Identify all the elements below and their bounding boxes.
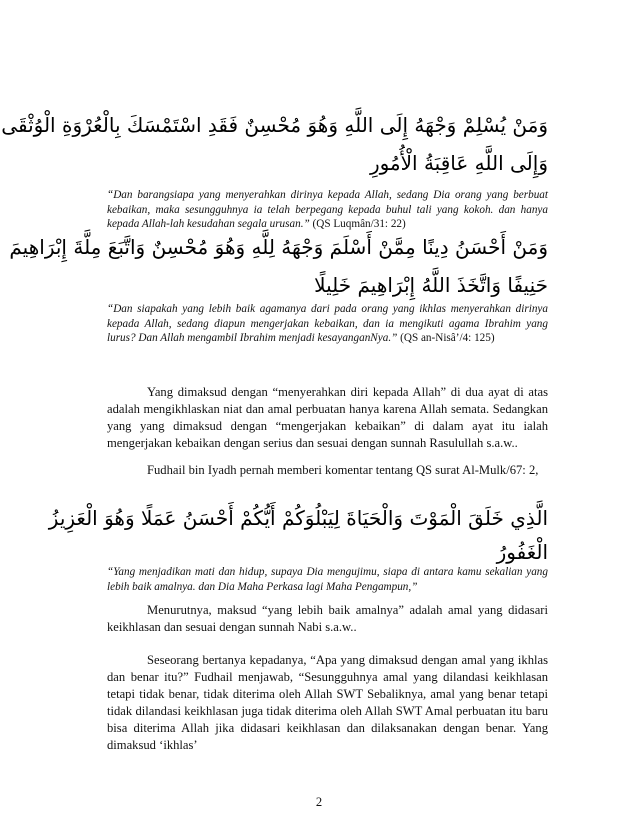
verse2-translation: “Dan siapakah yang lebih baik agamanya dari pada orang yang ikhlas menyerahkan dirinya kepada Allah, sedang diapun mengerjakan kebaikan, dan ia mengikuti agama Ibrahim yang lurus? Dan Allah mengambil Ibrahim menjadi kesayanganNya.”	[107, 303, 548, 344]
paragraph-1: Yang dimaksud dengan “menyerahkan diri kepada Allah” di dua ayat di atas adalah mengikhlaskan niat dan amal perbuatan hanya karena Allah semata. Sedangkan yang yang dimaksud dengan “mengerjakan kebaikan” di dalam ayat itu ialah mengerjakan kebaikan dengan serius dan sesuai dengan sunnah Rasulullah s.a.w..	[107, 385, 548, 450]
verse1-arabic-line2: وَإِلَى اللَّهِ عَاقِبَةُ الْأُمُورِ	[369, 151, 548, 175]
verse2-arabic-line2: حَنِيفًا وَاتَّخَذَ اللَّهُ إِبْرَاهِيمَ خَلِيلًا	[314, 273, 548, 297]
page-number: 2	[315, 795, 323, 809]
verse1-translation-block	[107, 188, 548, 232]
verse1-reference: (QS Luqmân/31: 22)	[312, 218, 406, 230]
verse3-translation-block	[107, 565, 548, 594]
verse1-translation: “Dan barangsiapa yang menyerahkan dirinya kepada Allah, sedang Dia orang yang berbuat kebaikan, maka sesungguhnya ia telah berpegang kepada buhul tali yang kokoh. dan hanya kepada Allah-lah kesudahan segala urusan.”	[107, 189, 548, 230]
verse3-arabic-line1: الَّذِي خَلَقَ الْمَوْتَ وَالْحَيَاةَ لِيَبْلُوَكُمْ أَيُّكُمْ أَحْسَنُ عَمَلًا وَهُوَ الْعَزِيزُ	[48, 506, 548, 530]
paragraph-3: Menurutnya, maksud “yang lebih baik amalnya” adalah amal yang didasari keikhlasan dan sesuai dengan sunnah Nabi s.a.w..	[107, 603, 548, 634]
verse2-arabic-line1: وَمَنْ أَحْسَنُ دِينًا مِمَّنْ أَسْلَمَ وَجْهَهُ لِلَّهِ وَهُوَ مُحْسِنٌ وَاتَّبَعَ مِلَّةَ إِبْرَاهِيمَ	[9, 235, 548, 259]
verse3-translation: “Yang menjadikan mati dan hidup, supaya Dia mengujimu, siapa di antara kamu sekalian yang lebih baik amalnya. dan Dia Maha Perkasa lagi Maha Pengampun,”	[107, 566, 548, 593]
verse1-arabic-line1: وَمَنْ يُسْلِمْ وَجْهَهُ إِلَى اللَّهِ وَهُوَ مُحْسِنٌ فَقَدِ اسْتَمْسَكَ بِالْعُرْوَةِ الْوُثْقَى	[1, 113, 548, 137]
verse1-arabic	[1, 110, 548, 178]
verse3-arabic	[48, 503, 548, 567]
verse2-arabic	[9, 232, 548, 300]
verse3-arabic-line2: الْغَفُورُ	[496, 540, 548, 564]
paragraph-4: Seseorang bertanya kepadanya, “Apa yang dimaksud dengan amal yang ikhlas dan benar itu?” Fudhail menjawab, “Sesungguhnya amal yang dilandasi keikhlasan tetapi tidak benar, tidak diterima oleh Allah SWT Sebaliknya, amal yang benar tetapi tidak dilandasi keikhlasan juga tidak diterima oleh Allah SWT Amal perbuatan itu baru bisa diterima Allah jika didasari keikhlasan dan dilaksanakan dengan benar. Yang dimaksud ‘ikhlas’	[107, 653, 548, 752]
verse2-translation-block	[107, 302, 548, 346]
verse2-reference: (QS an-Nisâ’/4: 125)	[400, 332, 495, 344]
paragraph-2: Fudhail bin Iyadh pernah memberi komentar tentang QS surat Al-Mulk/67: 2,	[147, 463, 539, 477]
